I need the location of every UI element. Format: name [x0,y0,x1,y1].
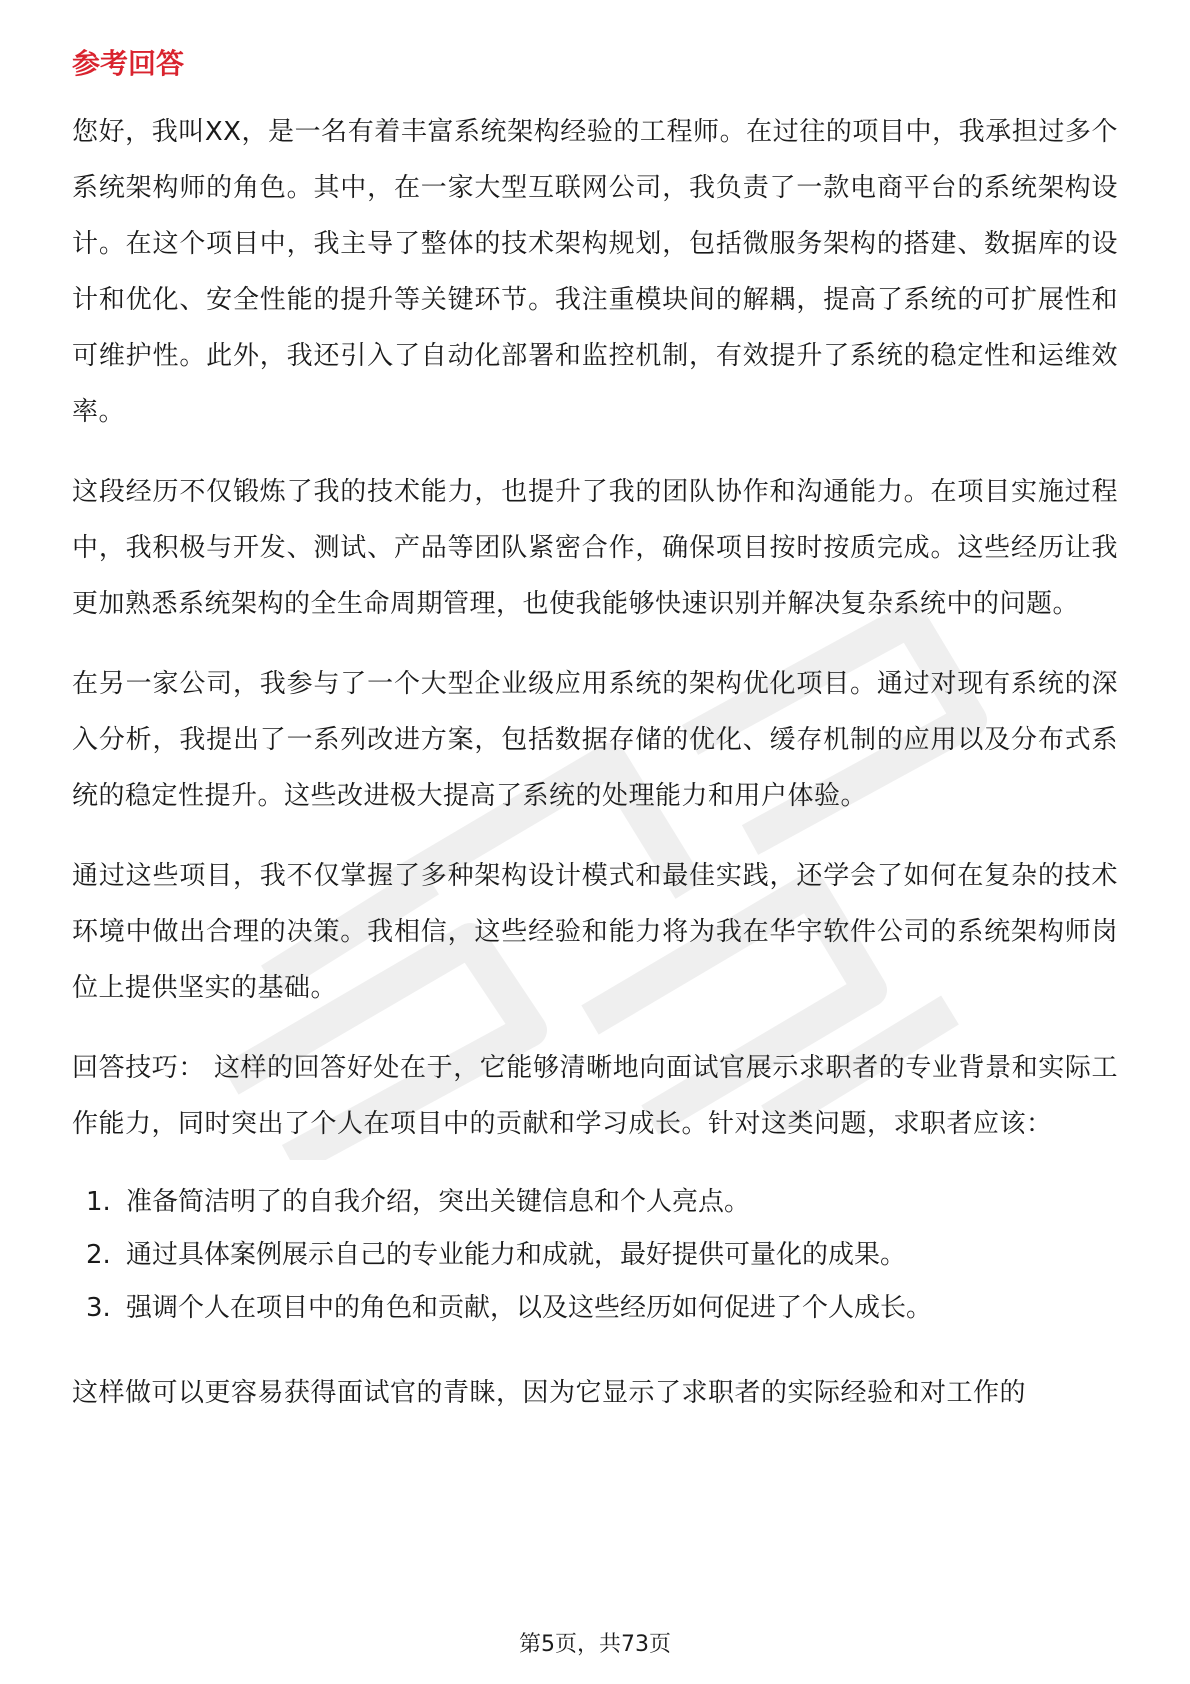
paragraph-intro: 您好，我叫XX，是一名有着丰富系统架构经验的工程师。在过往的项目中，我承担过多个系统架构师的角色。其中，在一家大型互联网公司，我负责了一款电商平台的系统架构设计。在这个项目中，我主导了整体的技术架构规划，包括微服务架构的搭建、数据库的设计和优化、安全性能的提升等关键环节。我注重模块间的解耦，提高了系统的可扩展性和可维护性。此外，我还引入了自动化部署和监控机制，有效提升了系统的稳定性和运维效率。 [72,117,1118,427]
tips-list [72,1176,1118,1335]
main-content [72,44,1118,1445]
list-text: 准备简洁明了的自我介绍，突出关键信息和个人亮点。 [126,1187,751,1217]
list-item [72,1229,1118,1282]
paragraph-answer-tips: 回答技巧： 这样的回答好处在于，它能够清晰地向面试官展示求职者的专业背景和实际工作能力，同时突出了个人在项目中的贡献和学习成长。针对这类问题，求职者应该： [72,1053,1118,1139]
paragraph-teamwork: 这段经历不仅锻炼了我的技术能力，也提升了我的团队协作和沟通能力。在项目实施过程中，我积极与开发、测试、产品等团队紧密合作，确保项目按时按质完成。这些经历让我更加熟悉系统架构的全生命周期管理，也使我能够快速识别并解决复杂系统中的问题。 [72,477,1118,619]
list-number: 2. [86,1240,111,1270]
list-item [72,1176,1118,1229]
list-item [72,1282,1118,1335]
list-text: 强调个人在项目中的角色和贡献，以及这些经历如何促进了个人成长。 [126,1293,933,1323]
list-text: 通过具体案例展示自己的专业能力和成就，最好提供可量化的成果。 [126,1240,907,1270]
paragraph-closing: 这样做可以更容易获得面试官的青睐，因为它显示了求职者的实际经验和对工作的 [72,1378,1027,1408]
page-number: 第5页，共73页 [519,1632,671,1657]
list-number: 1. [86,1187,111,1217]
list-number: 3. [86,1293,111,1323]
paragraph-optimization: 在另一家公司，我参与了一个大型企业级应用系统的架构优化项目。通过对现有系统的深入分析，我提出了一系列改进方案，包括数据存储的优化、缓存机制的应用以及分布式系统的稳定性提升。这些改进极大提高了系统的处理能力和用户体验。 [72,669,1118,811]
section-title: 参考回答 [72,47,185,80]
paragraph-summary: 通过这些项目，我不仅掌握了多种架构设计模式和最佳实践，还学会了如何在复杂的技术环境中做出合理的决策。我相信，这些经验和能力将为我在华宇软件公司的系统架构师岗位上提供坚实的基础。 [72,861,1118,1003]
